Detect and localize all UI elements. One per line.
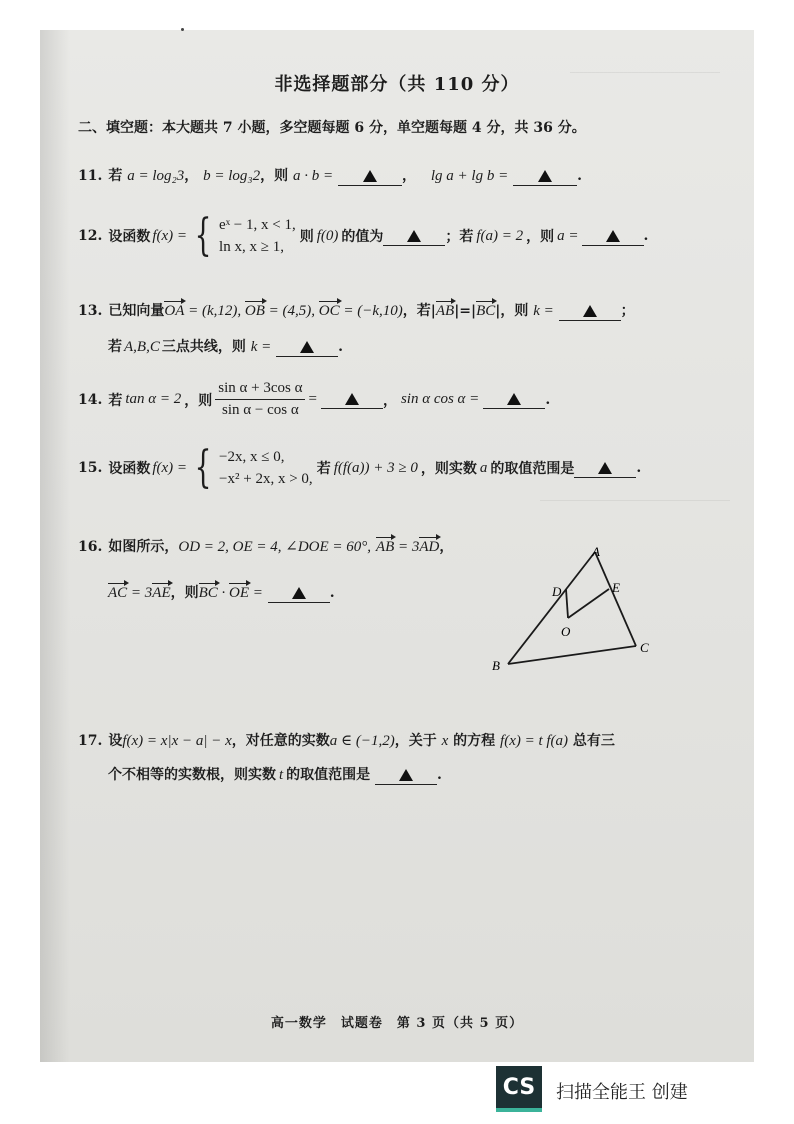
text: 设函数	[108, 229, 151, 245]
question-number: 16.	[78, 539, 103, 555]
math: a = log₂3	[127, 168, 185, 184]
text: ，	[439, 539, 454, 555]
math: f(x) =	[152, 227, 188, 244]
math: lg a + lg b =	[430, 168, 509, 184]
question-number: 17.	[78, 733, 103, 749]
math: =	[252, 585, 263, 601]
text: ，则	[526, 229, 555, 245]
question-17-line2	[108, 764, 442, 784]
vector: AB	[435, 303, 455, 319]
text: 已知向量	[108, 303, 165, 319]
text: |，则	[495, 303, 529, 319]
text: 若	[316, 461, 331, 477]
vector: OC	[318, 303, 340, 319]
math: sin α cos α =	[400, 391, 480, 407]
triangle-icon	[345, 393, 359, 405]
text: ，则	[184, 392, 213, 409]
math: f(x) = x|x − a| − x	[122, 733, 232, 749]
text: ，则实数	[420, 461, 477, 477]
answer-blank[interactable]	[582, 229, 644, 246]
answer-blank[interactable]	[574, 461, 636, 478]
text: |=|	[454, 303, 477, 319]
vector: AB	[375, 539, 395, 555]
triangle-icon	[606, 230, 620, 242]
math: a =	[557, 227, 579, 244]
answer-blank[interactable]	[513, 169, 577, 186]
question-number: 14.	[78, 391, 103, 408]
text: ；若	[445, 229, 474, 245]
camscanner-label: 扫描全能王 创建	[556, 1082, 688, 1103]
text: 若	[108, 168, 123, 184]
math: = (k,12),	[188, 303, 242, 319]
vector: BC	[198, 585, 218, 601]
text: 个不相等的实数根，则实数	[108, 767, 276, 783]
text: .	[643, 228, 649, 244]
answer-blank[interactable]	[321, 392, 383, 409]
text: 如图所示，	[108, 539, 179, 555]
text: .	[577, 168, 582, 184]
vector: AE	[152, 585, 171, 601]
question-number: 12.	[78, 228, 103, 244]
triangle-figure	[480, 540, 670, 675]
edge-ac	[595, 552, 636, 646]
triangle-icon	[538, 170, 552, 182]
case: −x² + 2x, x > 0,	[219, 471, 313, 487]
brace: {	[194, 442, 212, 493]
triangle-icon	[363, 170, 377, 182]
answer-blank[interactable]	[375, 768, 437, 785]
text: ，	[382, 392, 397, 409]
question-number: 15.	[78, 460, 103, 476]
page-footer: 高一数学 试题卷 第 3 页（共 5 页）	[270, 1016, 524, 1031]
math: = (−k,10)	[343, 303, 403, 319]
text: .	[329, 585, 335, 601]
math: f(x) = t f(a)	[500, 733, 569, 749]
question-16	[78, 536, 453, 556]
text: ，关于	[394, 733, 437, 749]
vector: AD	[419, 539, 440, 555]
label-b: B	[492, 658, 500, 673]
edge-bc	[508, 646, 636, 664]
fraction	[215, 380, 305, 419]
math: = 3	[397, 539, 420, 555]
denominator: sin α − cos α	[222, 402, 299, 418]
math: a	[479, 459, 488, 476]
label-c: C	[640, 640, 649, 655]
text: .	[636, 460, 642, 476]
text: .	[338, 339, 343, 355]
math: a ∈ (−1,2)	[329, 733, 395, 749]
case: ln x, x ≥ 1,	[219, 239, 284, 255]
piecewise	[187, 210, 296, 261]
answer-blank[interactable]	[276, 340, 338, 357]
question-number: 11.	[78, 168, 103, 184]
triangle-icon	[598, 462, 612, 474]
answer-blank[interactable]	[268, 586, 330, 603]
page-title: 非选择题部分（共 110 分）	[274, 74, 520, 95]
math: f(a) = 2	[476, 227, 524, 244]
brace: {	[194, 210, 212, 261]
triangle-icon	[399, 769, 413, 781]
vector: BC	[476, 303, 496, 319]
speck	[181, 28, 184, 31]
math: =	[308, 391, 317, 407]
text: .	[545, 391, 551, 408]
cases	[219, 446, 313, 490]
vector: OB	[244, 303, 265, 319]
section-heading: 二、填空题：本大题共 7 小题，多空题每题 6 分，单空题每题 4 分，共 36 分。	[78, 120, 586, 136]
math: = (4,5),	[268, 303, 316, 319]
question-16-line2	[108, 582, 335, 602]
math: A,B,C	[124, 339, 160, 355]
cases	[219, 214, 296, 258]
question-12	[78, 210, 649, 261]
question-13	[78, 300, 635, 320]
bleed-through	[540, 500, 730, 511]
segment-oe	[568, 589, 609, 618]
math: f(f(a)) + 3 ≥ 0	[333, 459, 418, 476]
text: 三点共线，则	[161, 339, 246, 355]
math: = 3	[130, 585, 153, 601]
text: ，则	[260, 168, 289, 184]
text: ；	[620, 303, 635, 319]
logo-text: CS	[502, 1074, 536, 1100]
question-13-line2	[108, 336, 343, 356]
label-o: O	[561, 624, 571, 639]
triangle-icon	[407, 230, 421, 242]
question-11: 11. 若 a = log₂3， b = log₃2，则 a · b = ， lg a + lg b = .	[78, 168, 582, 184]
text: 的值为	[341, 229, 384, 245]
math: OD = 2, OE = 4, ∠DOE = 60°,	[178, 539, 372, 555]
vector: AC	[108, 585, 128, 601]
math: a · b =	[293, 168, 334, 184]
math: k =	[250, 339, 272, 355]
question-17	[78, 730, 615, 750]
triangle-icon	[507, 393, 521, 405]
text: 设	[108, 733, 123, 749]
answer-blank[interactable]	[338, 169, 402, 186]
text: 的取值范围是	[286, 767, 371, 783]
case: eˣ − 1, x < 1,	[219, 217, 296, 233]
math: f(0)	[316, 227, 339, 244]
answer-blank[interactable]	[383, 229, 445, 246]
text: ，则	[170, 585, 199, 601]
triangle-icon	[292, 587, 306, 599]
case: −2x, x ≤ 0,	[219, 449, 285, 465]
vector: OA	[164, 303, 185, 319]
text: 若	[108, 339, 122, 355]
text: ，对任意的实数	[231, 733, 330, 749]
answer-blank[interactable]	[483, 392, 545, 409]
text: ，若|	[402, 303, 436, 319]
label-a: A	[592, 544, 600, 559]
math: f(x) =	[152, 459, 188, 476]
answer-blank[interactable]	[559, 304, 621, 321]
label-e: E	[612, 580, 620, 595]
numerator: sin α + 3cos α	[215, 380, 305, 400]
text: 的取值范围是	[490, 461, 575, 477]
text: 设函数	[108, 461, 151, 477]
question-14	[78, 380, 550, 419]
text: 总有三	[572, 733, 615, 749]
math: tan α = 2	[125, 391, 182, 407]
math: k =	[533, 303, 554, 319]
text: 的方程	[453, 733, 496, 749]
math: b = log₃2	[203, 168, 261, 184]
piecewise	[187, 442, 313, 493]
segment-od	[566, 589, 568, 618]
label-d: D	[552, 584, 562, 599]
triangle-icon	[300, 341, 314, 353]
math: x	[441, 733, 449, 749]
math: t	[279, 767, 284, 783]
question-number: 13.	[78, 303, 103, 319]
vector: OE	[229, 585, 250, 601]
paper-shadow	[40, 30, 70, 1062]
text: 若	[108, 392, 123, 409]
text: .	[437, 767, 442, 783]
camscanner-logo	[496, 1066, 542, 1112]
text: 则	[299, 229, 314, 245]
triangle-icon	[583, 305, 597, 317]
question-15	[78, 442, 642, 493]
math: ·	[221, 585, 226, 601]
